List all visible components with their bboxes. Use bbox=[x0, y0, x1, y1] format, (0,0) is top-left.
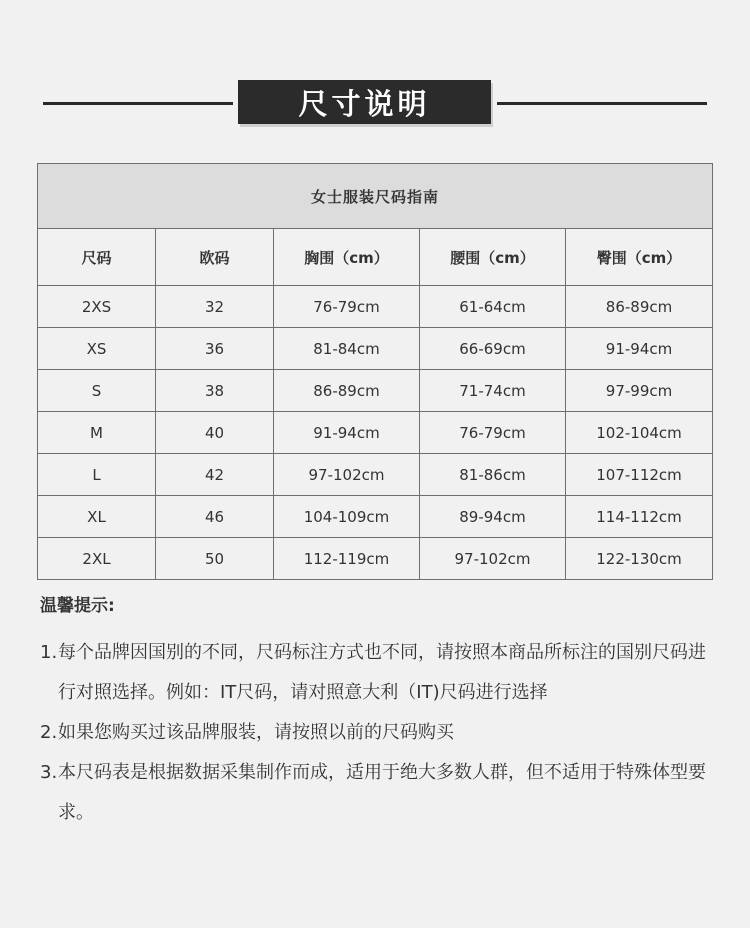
cell-hip: 122-130cm bbox=[566, 538, 713, 580]
cell-eu-size: 36 bbox=[156, 328, 274, 370]
tip-text: 本尺码表是根据数据采集制作而成，适用于绝大多数人群，但不适用于特殊体型要求。 bbox=[58, 762, 706, 823]
cell-hip: 97-99cm bbox=[566, 370, 713, 412]
title-divider-right bbox=[497, 102, 707, 105]
tips-section bbox=[40, 593, 720, 833]
cell-bust: 104-109cm bbox=[274, 496, 420, 538]
tip-text: 每个品牌因国别的不同，尺码标注方式也不同，请按照本商品所标注的国别尺码进行对照选择。例如：IT尺码，请对照意大利（IT)尺码进行选择 bbox=[58, 642, 706, 703]
page-title: 尺寸说明 bbox=[238, 80, 491, 124]
cell-eu-size: 38 bbox=[156, 370, 274, 412]
tip-item bbox=[40, 713, 720, 753]
table-row bbox=[38, 412, 713, 454]
cell-size: S bbox=[38, 370, 156, 412]
table-row bbox=[38, 538, 713, 580]
cell-waist: 66-69cm bbox=[420, 328, 566, 370]
column-header-bust: 胸围（cm） bbox=[274, 229, 420, 286]
cell-hip: 91-94cm bbox=[566, 328, 713, 370]
column-header-waist: 腰围（cm） bbox=[420, 229, 566, 286]
cell-waist: 97-102cm bbox=[420, 538, 566, 580]
cell-eu-size: 42 bbox=[156, 454, 274, 496]
cell-waist: 81-86cm bbox=[420, 454, 566, 496]
cell-eu-size: 50 bbox=[156, 538, 274, 580]
cell-bust: 81-84cm bbox=[274, 328, 420, 370]
cell-bust: 91-94cm bbox=[274, 412, 420, 454]
cell-size: 2XS bbox=[38, 286, 156, 328]
cell-waist: 76-79cm bbox=[420, 412, 566, 454]
cell-bust: 86-89cm bbox=[274, 370, 420, 412]
tip-item bbox=[40, 633, 720, 713]
cell-hip: 102-104cm bbox=[566, 412, 713, 454]
cell-bust: 76-79cm bbox=[274, 286, 420, 328]
size-guide-table bbox=[37, 163, 713, 580]
title-divider-left bbox=[43, 102, 233, 105]
table-title: 女士服装尺码指南 bbox=[38, 164, 713, 229]
cell-hip: 114-112cm bbox=[566, 496, 713, 538]
cell-bust: 97-102cm bbox=[274, 454, 420, 496]
cell-hip: 107-112cm bbox=[566, 454, 713, 496]
column-header-hip: 臀围（cm） bbox=[566, 229, 713, 286]
cell-waist: 71-74cm bbox=[420, 370, 566, 412]
table-row bbox=[38, 286, 713, 328]
tip-number: 2. bbox=[40, 722, 58, 743]
column-header-eu-size: 欧码 bbox=[156, 229, 274, 286]
table-header-row bbox=[38, 229, 713, 286]
cell-size: L bbox=[38, 454, 156, 496]
table-row bbox=[38, 328, 713, 370]
cell-size: 2XL bbox=[38, 538, 156, 580]
cell-hip: 86-89cm bbox=[566, 286, 713, 328]
tip-number: 1. bbox=[40, 642, 58, 663]
cell-size: XS bbox=[38, 328, 156, 370]
cell-bust: 112-119cm bbox=[274, 538, 420, 580]
cell-waist: 89-94cm bbox=[420, 496, 566, 538]
table-row bbox=[38, 496, 713, 538]
tips-title: 温馨提示: bbox=[40, 596, 115, 616]
cell-eu-size: 32 bbox=[156, 286, 274, 328]
table-title-row bbox=[38, 164, 713, 229]
cell-size: XL bbox=[38, 496, 156, 538]
cell-size: M bbox=[38, 412, 156, 454]
tip-item bbox=[40, 753, 720, 833]
tip-number: 3. bbox=[40, 762, 58, 783]
table-row bbox=[38, 454, 713, 496]
cell-eu-size: 46 bbox=[156, 496, 274, 538]
cell-waist: 61-64cm bbox=[420, 286, 566, 328]
tip-text: 如果您购买过该品牌服装，请按照以前的尺码购买 bbox=[58, 722, 454, 743]
cell-eu-size: 40 bbox=[156, 412, 274, 454]
column-header-size: 尺码 bbox=[38, 229, 156, 286]
table-row bbox=[38, 370, 713, 412]
